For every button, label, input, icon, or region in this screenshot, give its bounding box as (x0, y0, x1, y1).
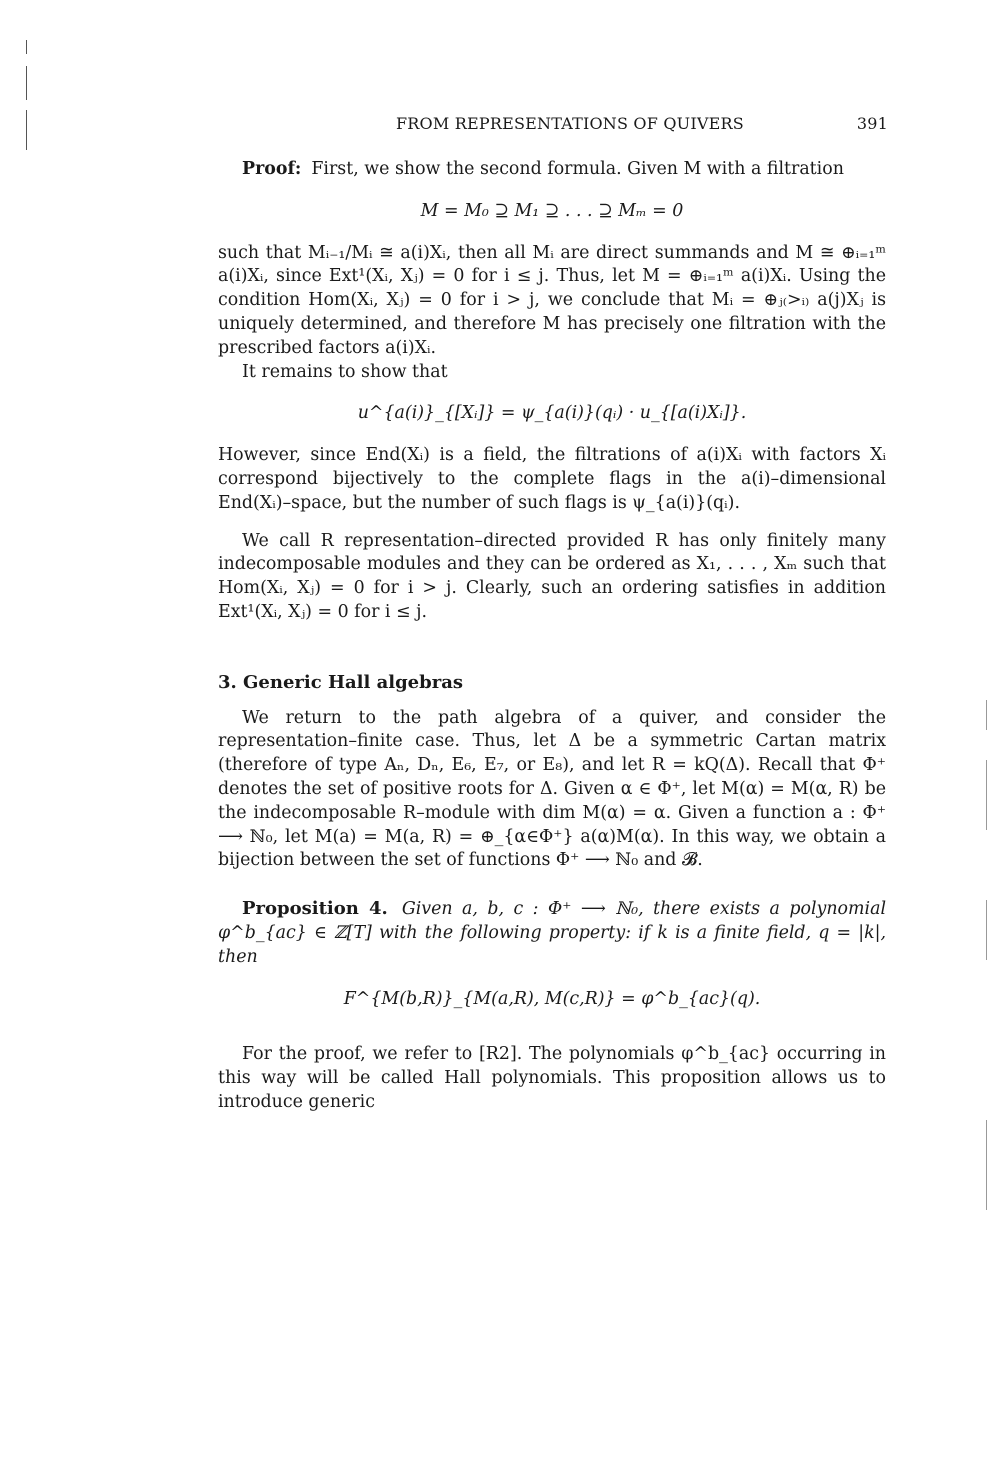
filtration-formula: M = M₀ ⊇ M₁ ⊇ . . . ⊇ Mₘ = 0 (420, 200, 684, 221)
margin-mark (986, 760, 987, 830)
proof-paragraph-3: However, since End(Xᵢ) is a field, the filtrations of a(i)Xᵢ with factors Xᵢ correspond bijectively to the complete flags in the a(i)–dimensional End(Xᵢ)–space, but the number of such flags is ψ_{a(i)}(qᵢ). (218, 445, 886, 513)
margin-mark (986, 900, 987, 960)
proposition-statement (218, 897, 886, 969)
hall-polynomial-formula: F^{M(b,R)}_{M(a,R), M(c,R)} = φ^b_{ac}(q). (343, 988, 761, 1009)
definition-paragraph: We call R representation–directed provided R has only finitely many indecomposable modules and they can be ordered as X₁, . . . , Xₘ such that Hom(Xᵢ, Xⱼ) = 0 for i > j. Clearly, such an ordering satisfies in addition Ext¹(Xᵢ, Xⱼ) = 0 for i ≤ j. (218, 530, 886, 622)
spacer (218, 873, 886, 897)
proof-paragraph-1: such that Mᵢ₋₁/Mᵢ ≅ a(i)Xᵢ, then all Mᵢ are direct summands and M ≅ ⊕ᵢ₌₁ᵐ a(i)Xᵢ, since Ext¹(Xᵢ, Xⱼ) = 0 for i ≤ j. Thus, let M = ⊕ᵢ₌₁ᵐ a(i)Xᵢ. Using the condition Hom(Xᵢ, Xⱼ) = 0 for i > j, we conclude that Mᵢ = ⊕ⱼ₍>ᵢ₎ a(j)Xⱼ is uniquely determined, and therefore M has precisely one filtration with the prescribed factors a(i)Xᵢ. (218, 242, 886, 358)
margin-mark (26, 110, 27, 150)
margin-marks-right (986, 700, 988, 1260)
margin-mark (986, 1120, 987, 1210)
margin-mark (26, 40, 27, 54)
spacer (218, 516, 886, 530)
page-body (218, 158, 886, 1115)
proof-label: Proof: (242, 159, 302, 179)
proposition-label: Proposition 4. (242, 898, 388, 920)
running-title: FROM REPRESENTATIONS OF QUIVERS (396, 114, 744, 133)
section-heading: 3. Generic Hall algebras (218, 671, 463, 693)
proposition-text: Given a, b, c : Φ⁺ ⟶ ℕ₀, there exists a polynomial φ^b_{ac} ∈ ℤ[T] with the following property: if k is a finite field, q = |k|, then (218, 899, 887, 967)
proof-intro-text: First, we show the second formula. Given M with a filtration (311, 159, 844, 179)
spacer (218, 1029, 886, 1043)
section-paragraph: We return to the path algebra of a quiver, and consider the representation–finite case. Thus, let Δ be a symmetric Cartan matrix (therefore of type Aₙ, Dₙ, E₆, E₇, or E₈), and let R = kQ(Δ). Recall that Φ⁺ denotes the set of positive roots for Δ. Given α ∈ Φ⁺, let M(α) = M(α, R) be the indecomposable R–module with dim M(α) = α. Given a function a : Φ⁺ ⟶ ℕ₀, let M(a) = M(a, R) = ⊕_{α∈Φ⁺} a(α)M(α). In this way, we obtain a bijection between the set of functions Φ⁺ ⟶ ℕ₀ and 𝓑. (218, 707, 886, 871)
proof-intro (218, 158, 886, 182)
flag-formula: u^{a(i)}_{[Xᵢ]} = ψ_{a(i)}(qᵢ) · u_{[a(i)Xᵢ]}. (357, 403, 747, 424)
closing-paragraph: For the proof, we refer to [R2]. The polynomials φ^b_{ac} occurring in this way will be called Hall polynomials. This proposition allows us to introduce generic (218, 1044, 886, 1112)
page-number: 391 (856, 114, 888, 133)
margin-marks-left (26, 40, 28, 150)
running-header (218, 114, 888, 138)
proof-paragraph-2: It remains to show that (242, 361, 448, 382)
margin-mark (986, 700, 987, 730)
margin-mark (26, 66, 27, 100)
